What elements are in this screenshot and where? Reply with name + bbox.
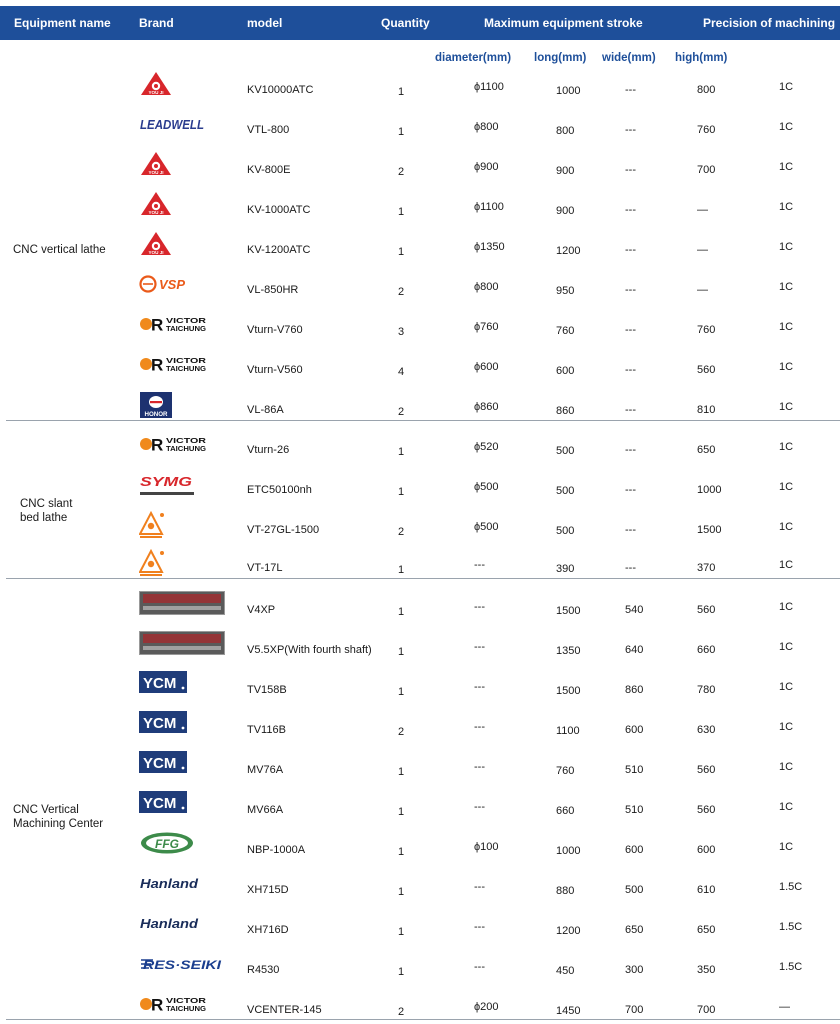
table-row <box>0 228 840 268</box>
leadwell-logo-icon <box>139 111 207 137</box>
cell-wide: --- <box>625 484 636 496</box>
cell-diameter: --- <box>474 921 485 933</box>
table-row <box>0 508 840 548</box>
cell-diameter: --- <box>474 961 485 973</box>
cell-high: 800 <box>697 84 716 96</box>
cell-quantity: 1 <box>398 246 405 258</box>
cell-wide: --- <box>625 244 636 256</box>
youji-logo-icon <box>139 71 173 97</box>
cell-high: 700 <box>697 1004 716 1016</box>
cell-quantity: 2 <box>398 526 405 538</box>
cell-wide: 860 <box>625 684 644 696</box>
cell-high: 600 <box>697 844 716 856</box>
table-row <box>0 348 840 388</box>
cell-model: ETC50100nh <box>247 484 312 496</box>
svg-text:LEADWELL: LEADWELL <box>140 118 204 132</box>
victor-taichung-logo-icon <box>139 311 215 337</box>
cell-high: 760 <box>697 124 716 136</box>
table-row <box>0 748 840 788</box>
brand-logo <box>139 671 205 697</box>
group-label-line: Machining Center <box>13 818 104 830</box>
table-row <box>0 546 840 586</box>
cell-precision: 1C <box>779 601 794 613</box>
cell-high: 650 <box>697 444 716 456</box>
cell-wide: --- <box>625 324 636 336</box>
cell-model: NBP-1000A <box>247 844 306 856</box>
brand-logo <box>139 591 205 617</box>
svg-text:YOU JI: YOU JI <box>148 210 164 215</box>
svg-text:YCM: YCM <box>143 795 177 812</box>
cell-high: 760 <box>697 324 716 336</box>
brand-logo <box>139 991 205 1017</box>
cell-wide: 500 <box>625 884 644 896</box>
cell-wide: --- <box>625 124 636 136</box>
brand-logo <box>139 271 205 297</box>
group-label-line: bed lathe <box>20 512 68 524</box>
brand-logo <box>139 511 205 537</box>
cell-quantity: 1 <box>398 486 405 498</box>
ycm-logo-icon <box>139 751 187 773</box>
cell-model: MV76A <box>247 764 284 776</box>
cell-quantity: 1 <box>398 206 405 218</box>
cell-diameter: ϕ860 <box>474 401 499 413</box>
tjg-logo-icon <box>139 511 169 539</box>
cell-long: 1100 <box>556 725 580 737</box>
ycm-logo-icon <box>139 711 187 733</box>
cell-wide: --- <box>625 84 636 96</box>
cell-long: 500 <box>556 525 575 537</box>
victor-taichung-logo-icon <box>139 351 215 377</box>
cell-model: VL-86A <box>247 404 284 416</box>
cell-diameter: ϕ500 <box>474 521 499 533</box>
cell-wide: --- <box>625 562 636 574</box>
table-row <box>0 828 840 868</box>
cell-model: TV116B <box>247 724 286 736</box>
table-row <box>0 788 840 828</box>
cell-wide: 700 <box>625 1004 644 1016</box>
cell-wide: --- <box>625 284 636 296</box>
header-brand: Brand <box>139 16 174 30</box>
cell-diameter: ϕ1350 <box>474 241 505 253</box>
header-max-stroke: Maximum equipment stroke <box>484 16 643 30</box>
cell-diameter: ϕ500 <box>474 481 499 493</box>
group-label-line: CNC vertical lathe <box>13 244 106 256</box>
cell-precision: 1C <box>779 481 794 493</box>
group-label-line: CNC slant <box>20 498 73 510</box>
brand-logo <box>139 151 205 177</box>
cell-long: 760 <box>556 325 575 337</box>
cell-quantity: 1 <box>398 966 405 978</box>
cell-diameter: ϕ800 <box>474 121 499 133</box>
cell-diameter: --- <box>474 601 485 613</box>
youji-logo-icon <box>139 231 173 257</box>
youji-logo-icon <box>139 191 173 217</box>
cell-high: 630 <box>697 724 716 736</box>
brand-logo <box>139 871 205 897</box>
table-row <box>0 268 840 308</box>
cell-high: 560 <box>697 804 716 816</box>
table-row <box>0 588 840 628</box>
cell-high: — <box>697 244 708 256</box>
cell-diameter: ϕ760 <box>474 321 499 333</box>
cell-long: 950 <box>556 285 575 297</box>
cell-wide: --- <box>625 404 636 416</box>
svg-text:TAICHUNG: TAICHUNG <box>166 444 207 453</box>
svg-text:YOU JI: YOU JI <box>148 170 164 175</box>
victor-taichung-logo-icon <box>139 991 215 1017</box>
table-header <box>0 6 840 40</box>
cell-quantity: 1 <box>398 846 405 858</box>
cell-model: VCENTER-145 <box>247 1004 322 1016</box>
brand-logo <box>139 711 205 737</box>
cell-model: VTL-800 <box>247 124 290 136</box>
cell-high: 810 <box>697 404 716 416</box>
hanland-logo-icon <box>139 871 203 895</box>
svg-text:YCM: YCM <box>143 755 177 772</box>
aofeng-precision-logo-icon <box>139 631 225 655</box>
cell-model: KV-1200ATC <box>247 244 311 256</box>
cell-precision: 1.5C <box>779 921 803 933</box>
cell-precision: 1C <box>779 761 794 773</box>
cell-precision: 1C <box>779 559 794 571</box>
res-seiki-logo-icon <box>139 951 225 975</box>
cell-quantity: 2 <box>398 726 405 738</box>
cell-quantity: 2 <box>398 406 405 418</box>
honor-logo-icon <box>139 391 173 419</box>
cell-model: V4XP <box>247 604 276 616</box>
cell-long: 450 <box>556 965 575 977</box>
table-row <box>0 108 840 148</box>
cell-long: 1000 <box>556 85 581 97</box>
cell-high: — <box>697 284 708 296</box>
cell-diameter: ϕ600 <box>474 361 499 373</box>
cell-quantity: 1 <box>398 646 405 658</box>
brand-logo <box>139 231 205 257</box>
cell-long: 500 <box>556 485 575 497</box>
cell-quantity: 1 <box>398 686 405 698</box>
cell-high: 350 <box>697 964 716 976</box>
svg-text:Hanland: Hanland <box>140 917 199 931</box>
table-row <box>0 908 840 948</box>
cell-model: V5.5XP(With fourth shaft) <box>247 644 372 656</box>
cell-long: 500 <box>556 445 575 457</box>
cell-high: 780 <box>697 684 716 696</box>
cell-wide: 600 <box>625 844 644 856</box>
svg-text:VICTOR: VICTOR <box>166 316 207 325</box>
cell-diameter: --- <box>474 801 485 813</box>
cell-precision: 1C <box>779 361 794 373</box>
table-row <box>0 148 840 188</box>
cell-precision: 1C <box>779 841 794 853</box>
cell-diameter: --- <box>474 721 485 733</box>
cell-precision: 1C <box>779 441 794 453</box>
cell-precision: — <box>779 1001 790 1013</box>
brand-logo <box>139 831 205 857</box>
cell-diameter: --- <box>474 559 485 571</box>
svg-text:TAICHUNG: TAICHUNG <box>166 1004 207 1013</box>
cell-quantity: 1 <box>398 446 405 458</box>
brand-logo <box>139 549 205 575</box>
cell-quantity: 1 <box>398 926 405 938</box>
cell-diameter: ϕ1100 <box>474 201 504 213</box>
svg-text:R: R <box>151 355 164 375</box>
tjg-logo-icon <box>139 549 169 577</box>
cell-high: 700 <box>697 164 716 176</box>
cell-diameter: --- <box>474 761 485 773</box>
cell-precision: 1C <box>779 641 794 653</box>
cell-model: VT-27GL-1500 <box>247 524 320 536</box>
cell-model: XH715D <box>247 884 289 896</box>
svg-text:R: R <box>151 995 164 1015</box>
cell-wide: 300 <box>625 964 644 976</box>
cell-precision: 1C <box>779 681 794 693</box>
svg-text:YCM: YCM <box>143 715 177 732</box>
table-row <box>0 708 840 748</box>
svg-text:R: R <box>151 315 164 335</box>
cell-precision: 1C <box>779 321 794 333</box>
svg-text:RES·SEIKI: RES·SEIKI <box>143 958 222 972</box>
ffg-logo-icon <box>139 831 195 855</box>
header-quantity: Quantity <box>381 16 430 30</box>
cell-high: 650 <box>697 924 716 936</box>
svg-text:TAICHUNG: TAICHUNG <box>166 324 207 333</box>
cell-quantity: 2 <box>398 166 405 178</box>
cell-diameter: ϕ200 <box>474 1001 499 1013</box>
brand-logo <box>139 71 205 97</box>
cell-wide: --- <box>625 364 636 376</box>
brand-logo <box>139 911 205 937</box>
brand-logo <box>139 191 205 217</box>
cell-model: Vturn-V560 <box>247 364 303 376</box>
svg-text:VSP: VSP <box>159 277 186 292</box>
cell-wide: --- <box>625 164 636 176</box>
table-row <box>0 428 840 468</box>
cell-long: 390 <box>556 563 575 575</box>
brand-logo <box>139 751 205 777</box>
symg-logo-icon <box>139 471 205 499</box>
cell-quantity: 1 <box>398 806 405 818</box>
ycm-logo-icon <box>139 671 187 693</box>
svg-text:VICTOR: VICTOR <box>166 996 207 1005</box>
svg-text:YCM: YCM <box>143 675 177 692</box>
cell-high: 1500 <box>697 524 722 536</box>
cell-model: Vturn-V760 <box>247 324 303 336</box>
cell-model: TV158B <box>247 684 287 696</box>
table-row <box>0 188 840 228</box>
stroke-subheader <box>0 52 840 66</box>
cell-wide: --- <box>625 204 636 216</box>
brand-logo <box>139 631 205 657</box>
cell-quantity: 1 <box>398 126 405 138</box>
cell-high: 660 <box>697 644 716 656</box>
table-row <box>0 668 840 708</box>
header-model: model <box>247 16 283 30</box>
cell-high: 560 <box>697 604 716 616</box>
ycm-logo-icon <box>139 791 187 813</box>
cell-model: VT-17L <box>247 562 283 574</box>
group-label-line: CNC Vertical <box>13 804 79 816</box>
cell-long: 1200 <box>556 925 581 937</box>
cell-high: 610 <box>697 884 716 896</box>
cell-wide: 640 <box>625 644 644 656</box>
cell-model: R4530 <box>247 964 280 976</box>
cell-diameter: ϕ800 <box>474 281 499 293</box>
svg-text:HONOR: HONOR <box>144 411 168 418</box>
subheader-wide: wide(mm) <box>602 52 656 64</box>
header-equipment-name: Equipment name <box>14 16 111 30</box>
cell-high: 370 <box>697 562 716 574</box>
cell-long: 660 <box>556 805 575 817</box>
cell-model: Vturn-26 <box>247 444 290 456</box>
victor-taichung-logo-icon <box>139 431 215 457</box>
cell-precision: 1.5C <box>779 961 803 973</box>
cell-long: 1350 <box>556 645 581 657</box>
cell-wide: --- <box>625 444 636 456</box>
svg-text:VICTOR: VICTOR <box>166 436 207 445</box>
cell-wide: 510 <box>625 764 644 776</box>
vsp-logo-icon <box>139 271 205 297</box>
cell-quantity: 1 <box>398 86 405 98</box>
subheader-long: long(mm) <box>534 52 587 64</box>
table-row <box>0 948 840 988</box>
cell-long: 880 <box>556 885 575 897</box>
brand-logo <box>139 951 222 977</box>
brand-logo <box>139 431 205 457</box>
table-row <box>0 388 840 428</box>
cell-precision: 1C <box>779 281 794 293</box>
cell-long: 1500 <box>556 685 581 697</box>
cell-diameter: ϕ100 <box>474 841 499 853</box>
brand-logo <box>139 471 205 497</box>
cell-wide: 540 <box>625 604 644 616</box>
svg-text:R: R <box>151 435 164 455</box>
brand-logo <box>139 311 205 337</box>
cell-precision: 1C <box>779 721 794 733</box>
cell-long: 600 <box>556 365 575 377</box>
table-row <box>0 988 840 1024</box>
youji-logo-icon <box>139 151 173 177</box>
cell-wide: 510 <box>625 804 644 816</box>
cell-wide: 600 <box>625 724 644 736</box>
table-row <box>0 68 840 108</box>
cell-model: MV66A <box>247 804 284 816</box>
svg-text:VICTOR: VICTOR <box>166 356 207 365</box>
cell-high: 1000 <box>697 484 722 496</box>
aofeng-precision-logo-icon <box>139 591 225 615</box>
cell-long: 1000 <box>556 845 581 857</box>
cell-high: 560 <box>697 364 716 376</box>
cell-quantity: 4 <box>398 366 405 378</box>
cell-precision: 1C <box>779 161 794 173</box>
cell-long: 1200 <box>556 245 581 257</box>
svg-text:YOU JI: YOU JI <box>148 250 164 255</box>
cell-model: XH716D <box>247 924 289 936</box>
cell-high: — <box>697 204 708 216</box>
cell-precision: 1C <box>779 81 794 93</box>
cell-precision: 1.5C <box>779 881 803 893</box>
cell-quantity: 1 <box>398 606 405 618</box>
svg-text:Hanland: Hanland <box>140 877 199 891</box>
cell-wide: --- <box>625 524 636 536</box>
cell-precision: 1C <box>779 401 794 413</box>
cell-model: KV10000ATC <box>247 84 314 96</box>
brand-logo <box>139 391 205 417</box>
cell-quantity: 2 <box>398 1006 405 1018</box>
brand-logo <box>139 351 205 377</box>
cell-long: 760 <box>556 765 575 777</box>
cell-model: KV-1000ATC <box>247 204 311 216</box>
cell-precision: 1C <box>779 201 794 213</box>
subheader-high: high(mm) <box>675 52 728 64</box>
table-row <box>0 628 840 668</box>
svg-text:FFG: FFG <box>155 837 179 851</box>
cell-quantity: 1 <box>398 766 405 778</box>
cell-diameter: --- <box>474 641 485 653</box>
cell-diameter: ϕ900 <box>474 161 499 173</box>
brand-logo <box>139 791 205 817</box>
table-row <box>0 868 840 908</box>
cell-quantity: 3 <box>398 326 405 338</box>
table-row <box>0 308 840 348</box>
cell-high: 560 <box>697 764 716 776</box>
cell-precision: 1C <box>779 241 794 253</box>
table-row <box>0 468 840 508</box>
cell-long: 1500 <box>556 605 581 617</box>
cell-wide: 650 <box>625 924 644 936</box>
cell-long: 860 <box>556 405 575 417</box>
hanland-logo-icon <box>139 911 203 935</box>
cell-precision: 1C <box>779 521 794 533</box>
cell-diameter: ϕ520 <box>474 441 499 453</box>
cell-quantity: 1 <box>398 886 405 898</box>
cell-precision: 1C <box>779 121 794 133</box>
cell-diameter: --- <box>474 681 485 693</box>
svg-text:SYMG: SYMG <box>140 474 192 489</box>
cell-quantity: 1 <box>398 564 405 576</box>
cell-long: 900 <box>556 165 575 177</box>
svg-text:YOU JI: YOU JI <box>148 90 164 95</box>
cell-diameter: --- <box>474 881 485 893</box>
cell-quantity: 2 <box>398 286 405 298</box>
cell-precision: 1C <box>779 801 794 813</box>
svg-text:TAICHUNG: TAICHUNG <box>166 364 207 373</box>
cell-diameter: ϕ1100 <box>474 81 504 93</box>
cell-model: VL-850HR <box>247 284 299 296</box>
cell-long: 800 <box>556 125 575 137</box>
subheader-diameter: diameter(mm) <box>435 52 512 64</box>
cell-long: 900 <box>556 205 575 217</box>
cell-model: KV-800E <box>247 164 291 176</box>
cell-long: 1450 <box>556 1005 581 1017</box>
header-precision: Precision of machining <box>703 16 836 30</box>
brand-logo <box>139 111 205 137</box>
